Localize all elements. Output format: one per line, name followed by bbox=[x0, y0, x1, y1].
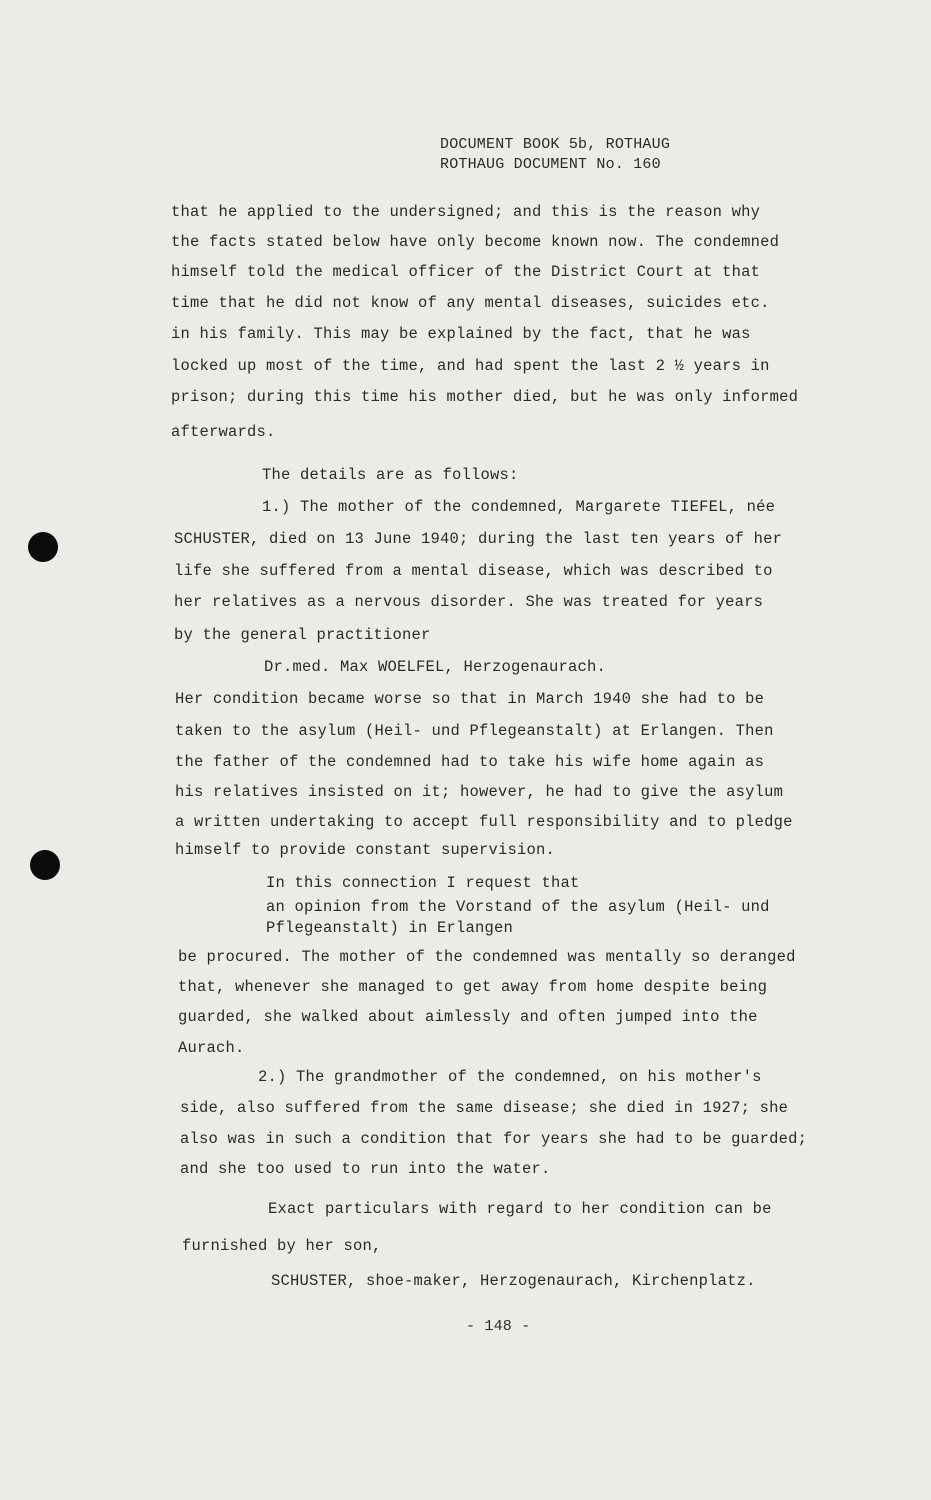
text-line: side, also suffered from the same disease; she died in 1927; she bbox=[180, 1099, 789, 1117]
document-book-header: DOCUMENT BOOK 5b, ROTHAUG bbox=[440, 136, 671, 153]
text-line: Exact particulars with regard to her condition can be bbox=[268, 1200, 772, 1218]
text-line: in his family. This may be explained by the fact, that he was bbox=[171, 325, 751, 343]
text-line: himself to provide constant supervision. bbox=[175, 841, 556, 859]
text-line: SCHUSTER, died on 13 June 1940; during the last ten years of her bbox=[174, 530, 783, 548]
text-line: that, whenever she managed to get away from home despite being bbox=[178, 978, 768, 996]
text-line: himself told the medical officer of the District Court at that bbox=[171, 263, 761, 281]
document-number-header: ROTHAUG DOCUMENT No. 160 bbox=[440, 156, 661, 173]
text-line: Pflegeanstalt) in Erlangen bbox=[266, 919, 514, 937]
text-line: Her condition became worse so that in March 1940 she had to be bbox=[175, 690, 765, 708]
text-line: Aurach. bbox=[178, 1039, 245, 1057]
text-line: time that he did not know of any mental diseases, suicides etc. bbox=[171, 294, 770, 312]
text-line: afterwards. bbox=[171, 423, 276, 441]
text-line: 2.) The grandmother of the condemned, on his mother's bbox=[258, 1068, 762, 1086]
text-line: the father of the condemned had to take his wife home again as bbox=[175, 753, 765, 771]
text-line: guarded, she walked about aimlessly and often jumped into the bbox=[178, 1008, 758, 1026]
text-line: also was in such a condition that for years she had to be guarded; bbox=[180, 1130, 808, 1148]
text-line: the facts stated below have only become known now. The condemned bbox=[171, 233, 780, 251]
text-line: Dr.med. Max WOELFEL, Herzogenaurach. bbox=[264, 658, 607, 676]
text-line: be procured. The mother of the condemned was mentally so deranged bbox=[178, 948, 796, 966]
punch-hole-bottom bbox=[30, 850, 60, 880]
text-line: life she suffered from a mental disease, which was described to bbox=[174, 562, 773, 580]
text-line: In this connection I request that bbox=[266, 874, 580, 892]
text-line: SCHUSTER, shoe-maker, Herzogenaurach, Kirchenplatz. bbox=[271, 1272, 756, 1290]
text-line: a written undertaking to accept full responsibility and to pledge bbox=[175, 813, 793, 831]
text-line: prison; during this time his mother died, but he was only informed bbox=[171, 388, 799, 406]
text-line: furnished by her son, bbox=[182, 1237, 382, 1255]
text-line: taken to the asylum (Heil- und Pflegeanstalt) at Erlangen. Then bbox=[175, 722, 774, 740]
text-line: by the general practitioner bbox=[174, 626, 431, 644]
text-line: an opinion from the Vorstand of the asylum (Heil- und bbox=[266, 898, 770, 916]
text-line: that he applied to the undersigned; and this is the reason why bbox=[171, 203, 761, 221]
text-line: his relatives insisted on it; however, he had to give the asylum bbox=[175, 783, 784, 801]
text-line: and she too used to run into the water. bbox=[180, 1160, 551, 1178]
page-number: - 148 - bbox=[466, 1318, 531, 1335]
text-line: The details are as follows: bbox=[262, 466, 519, 484]
punch-hole-top bbox=[28, 532, 58, 562]
text-line: 1.) The mother of the condemned, Margarete TIEFEL, née bbox=[262, 498, 776, 516]
text-line: locked up most of the time, and had spent the last 2 ½ years in bbox=[171, 357, 770, 375]
text-line: her relatives as a nervous disorder. She was treated for years bbox=[174, 593, 764, 611]
